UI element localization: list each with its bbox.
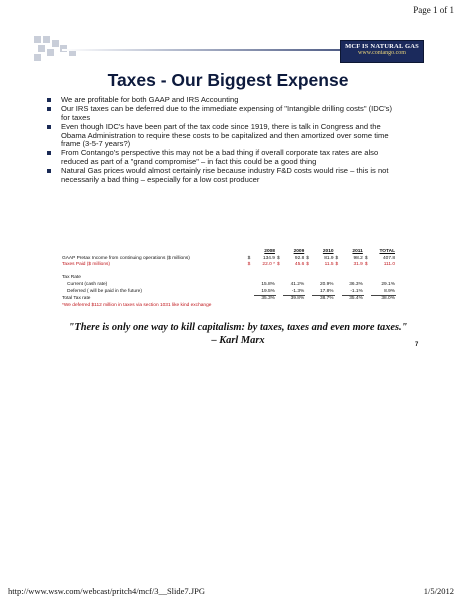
slide-title: Taxes - Our Biggest Expense: [107, 70, 349, 90]
page-number: Page 1 of 1: [413, 5, 454, 15]
table-row-current-rate: Current (cash rate) 15.8% 41.2% 20.9% 36.3% 29.1%: [67, 281, 395, 287]
bullet-square-icon: [47, 169, 51, 173]
logo-website: www.contango.com: [358, 50, 406, 56]
quote-author: – Karl Marx: [211, 335, 265, 346]
column-header: 2009: [293, 249, 305, 254]
bullet-item: Our IRS taxes can be deferred due to the immediate expensing of "Intangible drilling costs" (IDC's) for taxes: [44, 105, 394, 122]
bullet-item: Even though IDC's have been part of the tax code since 1919, there is talk in Congress and the Obama Administration to require these costs to be capitalized and then amortized over some time frame (3-5-7 years?): [44, 123, 394, 148]
table-row-taxes-paid: Taxes Paid ($ millions) $ 22.0 * $ 45.6 $ 11.5 $ 31.9 $ 111.0: [62, 262, 395, 268]
footer-url: http://www.wsw.com/webcast/pritch4/mcf/3__Slide7.JPG: [8, 586, 205, 596]
column-header: 2008: [264, 249, 275, 254]
table-row-pretax-income: GAAP Pretax Income from continuing operations ($ millions) $ 134.9 $ 92.8 $ 81.9 $ 98.2 $ 407.8: [62, 255, 395, 261]
decorative-squares: [32, 30, 92, 60]
bullet-item: Natural Gas prices would almost certainly rise because industry F&D costs would rise – this is not necessarily a bad thing – especially for a low cost producer: [44, 167, 394, 184]
quote: [48, 321, 428, 347]
bullet-item: We are profitable for both GAAP and IRS Accounting: [44, 96, 394, 104]
tax-table: [61, 249, 396, 309]
bullet-item: From Contango's perspective this may not be a bad thing if overall corporate tax rates are also reduced as part of a "grand compromise" – in fact this could be a good thing: [44, 149, 394, 166]
footer-date: 1/5/2012: [423, 586, 454, 596]
table-row-deferred-rate: Deferred ( will be paid in the future) 19.5% -1.3% 17.8% -1.1% 8.9%: [67, 288, 395, 294]
bullet-square-icon: [47, 151, 51, 155]
table-row-tax-rate-heading: Tax Rate: [62, 275, 81, 281]
bullet-list: [44, 96, 394, 185]
quote-text: "There is only one way to kill capitalism: by taxes, taxes and even more taxes.": [68, 322, 408, 333]
table-footnote: *We deferred $112 million in taxes via section 1031 like kind exchange: [62, 302, 212, 308]
table-footnote-row: [61, 303, 396, 310]
table-header-row: [61, 249, 396, 256]
bullet-square-icon: [47, 98, 51, 102]
company-logo: [340, 40, 424, 63]
slide-number: 7: [415, 342, 419, 348]
bullet-square-icon: [47, 107, 51, 111]
column-header: 2011: [352, 249, 363, 254]
table-spacer-row: [61, 269, 396, 276]
bullet-square-icon: [47, 125, 51, 129]
column-header: 2010: [322, 249, 334, 254]
column-header: TOTAL: [379, 249, 395, 254]
slide: [32, 30, 424, 348]
logo-tagline: MCF IS NATURAL GAS: [345, 43, 419, 50]
table-row-total-rate: Total Tax rate 35.3% 39.8% 38.7% 35.4% 38.0%: [62, 295, 395, 302]
